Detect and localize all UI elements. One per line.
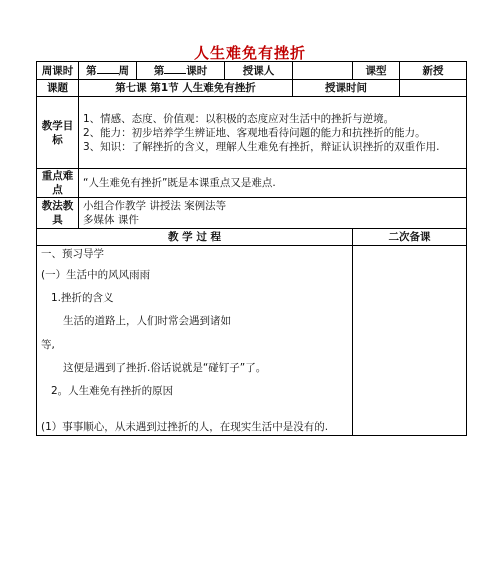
process-line: (1）事事顺心，从未遇到过挫折的人，在现实生活中是没有的. [41, 421, 329, 433]
process-header-row [37, 229, 467, 246]
lesson-plan-table [36, 61, 467, 436]
goal-item: 3、知识：了解挫折的含义，理解人生难免有挫折，辩证认识挫折的双重作用. [83, 140, 440, 153]
goals-content [79, 97, 467, 169]
teacher-label: 授课人 [225, 62, 293, 80]
goals-row [37, 97, 467, 169]
process-line: 等, [41, 339, 55, 351]
process-content [37, 246, 353, 436]
process-line: 一、预习导学 [41, 248, 104, 260]
week-blank [97, 63, 119, 74]
methods-line: 多媒体 课件 [83, 214, 139, 226]
week-hours-label: 周课时 [37, 62, 79, 80]
methods-row [37, 198, 467, 229]
week-prefix: 第 [86, 65, 97, 77]
methods-line: 小组合作教学 讲授法 案例法等 [83, 200, 227, 212]
week-suffix: 周 [118, 65, 129, 77]
document-title: 人生难免有挫折 [193, 44, 306, 62]
key-points-row [37, 169, 467, 198]
week-number-cell [79, 62, 137, 80]
lesson-blank [164, 63, 186, 74]
process-line: 这便是遇到了挫折.俗话说就是“碰钉子”了。 [63, 362, 267, 374]
process-line: 生活的道路上，人们时常会遇到诸如 [63, 315, 231, 327]
process-title: 教 学 过 程 [37, 229, 353, 246]
lesson-type-label: 课型 [353, 62, 400, 80]
process-line: 1.挫折的含义 [51, 292, 114, 304]
goal-item: 1、情感、态度、价值观：以积极的态度应对生活中的挫折与逆境。 [83, 112, 395, 125]
topic-value: 第七课 第1节 人生难免有挫折 [79, 80, 293, 97]
methods-content [79, 198, 467, 229]
key-points-value: “人生难免有挫折”既是本课重点又是难点. [79, 169, 467, 198]
teaching-time-label: 授课时间 [293, 80, 400, 97]
process-line: 2。人生难免有挫折的原因 [51, 385, 174, 397]
lesson-type-value: 新授 [400, 62, 467, 80]
teaching-time-value [400, 80, 467, 97]
lesson-prefix: 第 [153, 65, 165, 77]
key-points-label: 重点难点 [37, 169, 79, 198]
methods-label: 教法教具 [37, 198, 79, 229]
goal-item: 2、能力：初步培养学生辨证地、客观地看待问题的能力和抗挫折的能力。 [83, 126, 426, 139]
second-prep-content [353, 246, 467, 436]
topic-label: 课题 [37, 80, 79, 97]
lesson-number-cell [137, 62, 225, 80]
process-line: (一）生活中的风风雨雨 [41, 269, 151, 281]
header-row [37, 62, 467, 80]
second-prep-label: 二次备课 [353, 229, 467, 246]
lesson-suffix: 课时 [186, 65, 208, 77]
process-row [37, 246, 467, 436]
goals-label: 教学目标 [37, 97, 79, 169]
topic-row [37, 80, 467, 97]
teacher-value [293, 62, 353, 80]
